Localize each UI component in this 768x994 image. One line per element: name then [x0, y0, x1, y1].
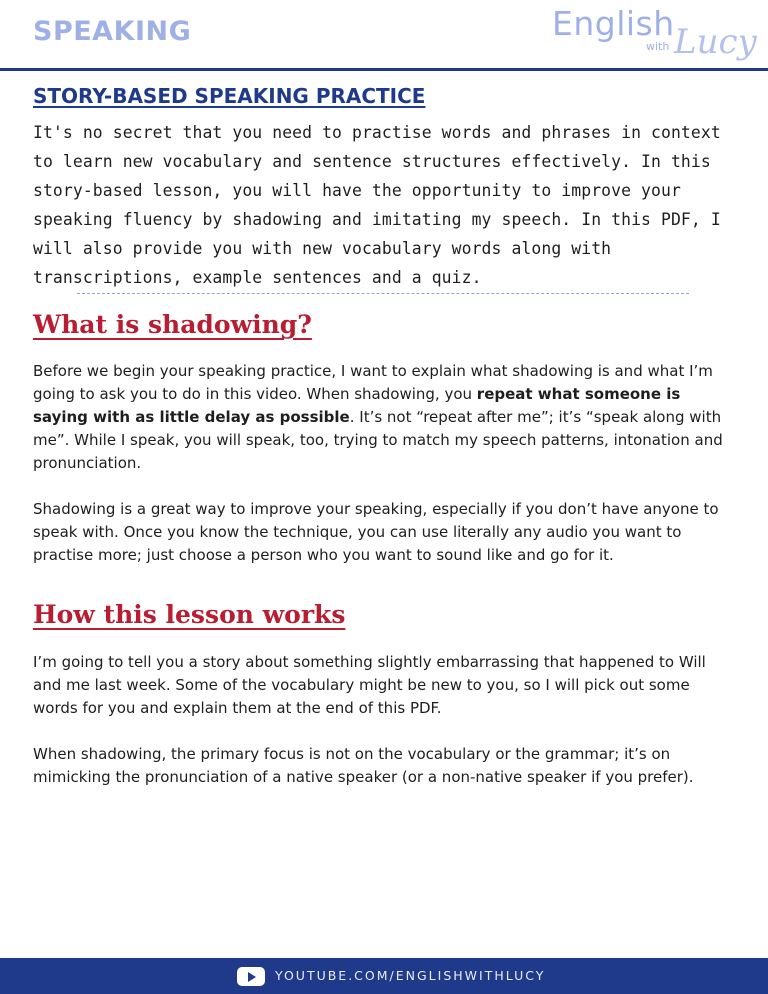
logo-script-text: Lucy [674, 22, 757, 62]
footer-link[interactable]: YOUTUBE.COM/ENGLISHWITHLUCY [275, 968, 546, 983]
logo-with-text: with [646, 40, 670, 53]
page-footer [0, 958, 768, 994]
section-divider [77, 293, 689, 294]
header-divider [0, 68, 768, 71]
intro-paragraph: It's no secret that you need to practise words and phrases in context to learn new vocabulary and sentence structures effectively. In this story-based lesson, you will have the opportunity to improve your speaking fluency by shadowing and imitating my speech. In this PDF, I will also provide you with new vocabulary words along with transcriptions, example sentences and a quiz. [33, 123, 721, 287]
shadowing-paragraph-2: Shadowing is a great way to improve your speaking, especially if you don’t have anyone to speak with. Once you know the technique, you can use literally any audio you want to practise more; just choose a person who you want to sound like and go for it. [33, 500, 719, 564]
youtube-icon [237, 967, 265, 986]
page-title: STORY-BASED SPEAKING PRACTICE [33, 84, 426, 108]
shadowing-p1-bold: repeat what someone is saying with as little delay as possible [33, 385, 681, 426]
shadowing-p1-text: Before we begin your speaking practice, I want to explain what shadowing is and what I’m going to ask you to do in this video. When shadowing, you [33, 362, 713, 403]
lesson-paragraph-1: I’m going to tell you a story about something slightly embarrassing that happened to Will and me last week. Some of the vocabulary might be new to you, so I will pick out some words for you and explain them at the end of this PDF. [33, 653, 706, 717]
shadowing-heading: What is shadowing? [33, 310, 312, 339]
english-with-lucy-logo [548, 4, 757, 64]
shadowing-p1-text-end: . It’s not “repeat after me”; it’s “speak along with me”. While I speak, you will speak, too, trying to match my speech patterns, intonation and pronunciation. [33, 408, 723, 472]
logo-main-text: English [552, 4, 675, 43]
lesson-works-heading: How this lesson works [33, 600, 346, 629]
section-label: SPEAKING [33, 16, 192, 47]
lesson-paragraph-2: When shadowing, the primary focus is not on the vocabulary or the grammar; it’s on mimicking the pronunciation of a native speaker (or a non-native speaker if you prefer). [33, 745, 694, 786]
page-header [0, 0, 768, 70]
shadowing-paragraph-1 [33, 360, 733, 475]
